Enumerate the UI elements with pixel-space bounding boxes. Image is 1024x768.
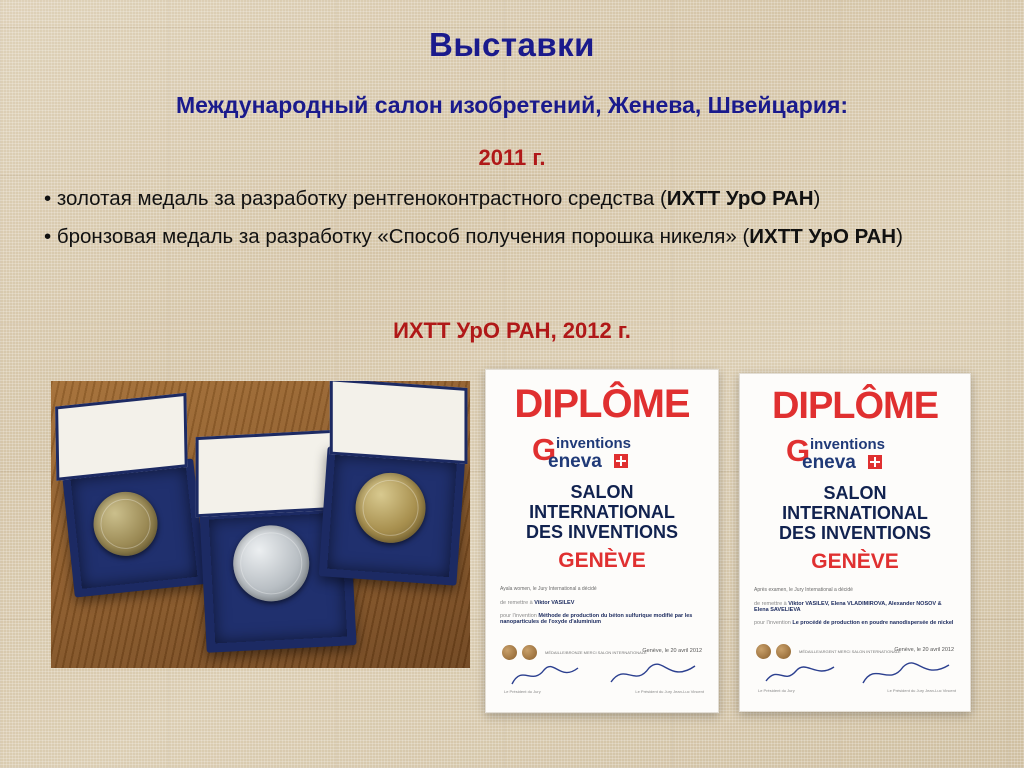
signature-right-icon: [609, 660, 704, 690]
bullet-list: [44, 184, 982, 260]
salon-line-1: SALON: [570, 482, 634, 502]
recipient-label: de remettre à: [500, 600, 533, 607]
recipient-value: Viktor VASILEV: [534, 600, 575, 607]
diploma-invention-row: [740, 620, 970, 626]
medal-ring: [239, 531, 304, 596]
logo-geneva-text: eneva: [802, 452, 856, 473]
diploma-recipient-row: [486, 600, 718, 606]
medal-ring: [361, 478, 421, 538]
diploma-place-date: Genève, le 20 avril 2012: [642, 648, 702, 654]
swiss-cross-icon: [614, 454, 628, 468]
bullet-1-bold: ИХТТ УрО РАН: [666, 187, 814, 210]
salon-line-2: INTERNATIONAL: [782, 503, 928, 524]
diploma-title: DIPLÔME: [771, 385, 939, 427]
salon-line-1: SALON: [823, 483, 887, 503]
bullet-2-post: ): [896, 225, 903, 249]
diploma-medal-badges: [756, 644, 901, 659]
signature-left-icon: [508, 660, 598, 690]
diploma-image-1: [485, 369, 719, 713]
diploma-salon-block: [486, 482, 718, 542]
diploma-jury-text: Ayala women, le Jury International a décidé: [500, 586, 597, 593]
slide-year: 2011 г.: [478, 145, 546, 170]
geneva-inventions-logo: [740, 435, 970, 475]
bullet-1-post: ): [813, 187, 821, 210]
case-lid: [55, 393, 188, 481]
logo-g-letter: G: [786, 433, 811, 468]
badge-caption: MÉDAILLE/BRONZE MERCI SALON INTERNATIONALE: [545, 649, 647, 655]
list-item: [44, 184, 982, 213]
swiss-cross-icon: [868, 455, 882, 469]
invention-value: Le procédé de production en poudre nanodispersée de nickel: [792, 620, 954, 627]
signature-right-caption: Le Président du Jury Jean-Luc Vincent: [887, 688, 956, 693]
medal-ring: [98, 496, 153, 551]
bullet-2-pre: • бронзовая медаль за разработку «Способ получения порошка никеля» (: [44, 225, 750, 249]
geneva-inventions-logo: [486, 434, 718, 474]
salon-line-3: DES INVENTIONS: [778, 523, 932, 544]
signature-left-icon: [762, 659, 852, 689]
badge-caption: MÉDAILLE/ARGENT MERCI SALON INTERNATIONALE: [799, 648, 901, 654]
invention-value: Méthode de production du béton sulfurique modifié par les nanoparticules de l'oxyde d'aluminium: [500, 613, 693, 626]
diploma-salon-block: [740, 483, 970, 543]
logo-inventions-text: inventions: [556, 435, 632, 452]
page-title: Выставки: [429, 26, 595, 63]
bullet-2-bold: ИХТТ УрО РАН: [749, 225, 897, 249]
salon-line-2: INTERNATIONAL: [529, 502, 675, 523]
list-item: [44, 222, 982, 251]
case-lid: [330, 381, 468, 464]
invention-label: pour l'invention: [754, 620, 791, 627]
bullet-1-pre: • золотая медаль за разработку рентгеноконтрастного средства (: [44, 187, 667, 210]
diploma-place-date: Genève, le 20 avril 2012: [894, 647, 954, 653]
medal-case-left: [62, 458, 206, 597]
signature-right-icon: [861, 659, 956, 689]
signature-left-caption: Le Président du Jury: [758, 688, 795, 693]
diploma-geneve: GENÈVE: [811, 550, 899, 574]
diploma-title: DIPLÔME: [514, 382, 690, 426]
diploma-medal-badges: [502, 645, 647, 660]
logo-geneva-text: eneva: [548, 451, 602, 472]
diploma-recipient-row: [740, 601, 970, 613]
medals-photo: [51, 381, 470, 668]
slide-subtitle: Международный салон изобретений, Женева, Швейцария:: [175, 92, 849, 118]
logo-inventions-text: inventions: [810, 436, 886, 453]
recipient-value: Viktor VASILEV, Elena VLADIMIROVA, Alexander NOSOV & Elena SAVELIEVA: [754, 601, 942, 614]
recipient-label: de remettre à: [754, 601, 787, 608]
diploma-invention-row: [486, 613, 718, 625]
logo-g-letter: G: [532, 432, 557, 467]
diploma-image-2: [739, 373, 971, 712]
medal-badge-icon: [522, 645, 537, 660]
diploma-geneve: GENÈVE: [558, 549, 646, 573]
medal-badge-icon: [502, 645, 517, 660]
slide-footnote: ИХТТ УрО РАН, 2012 г.: [393, 318, 631, 343]
diploma-signatures: [486, 660, 718, 694]
diploma-signatures: [740, 659, 970, 693]
signature-left-caption: Le Président du Jury: [504, 689, 541, 694]
medal-badge-icon: [756, 644, 771, 659]
diploma-jury-text: Après examen, le Jury International a décidé: [754, 587, 853, 594]
medal-case-right: [319, 446, 466, 585]
salon-line-3: DES INVENTIONS: [525, 522, 679, 543]
invention-label: pour l'invention: [500, 613, 537, 620]
signature-right-caption: Le Président du Jury Jean-Luc Vincent: [635, 689, 704, 694]
medal-badge-icon: [776, 644, 791, 659]
